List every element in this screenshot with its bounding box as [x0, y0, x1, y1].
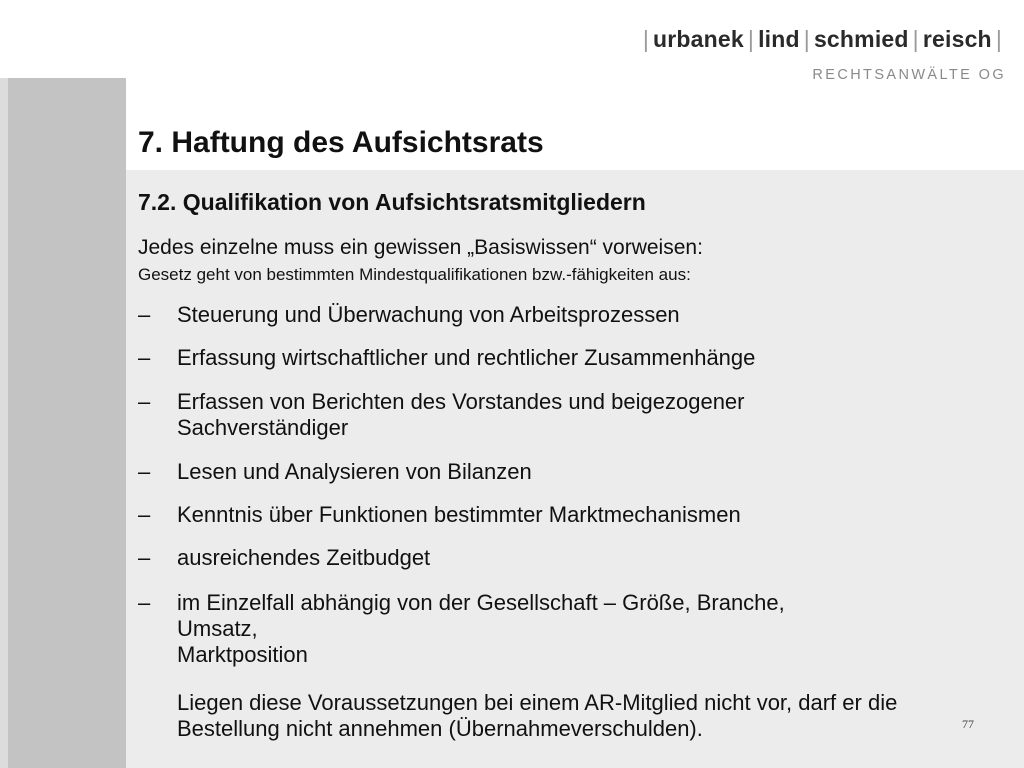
- slide-subtitle: 7.2. Qualifikation von Aufsichtsratsmitgliedern: [138, 189, 646, 215]
- list-item: [138, 545, 430, 571]
- firm-logo: [639, 26, 1006, 83]
- list-item: [138, 459, 532, 485]
- list-item-text: Erfassen von Berichten des Vorstandes und beigezogener Sachverständiger: [177, 389, 745, 440]
- list-item: [138, 502, 741, 528]
- left-sidebar-highlight: [0, 78, 8, 768]
- bullet-dash: –: [138, 302, 151, 327]
- bullet-dash: –: [138, 345, 151, 370]
- logo-separator: |: [912, 26, 919, 52]
- list-item-text: ausreichendes Zeitbudget: [177, 545, 431, 570]
- page-number: 77: [962, 717, 974, 731]
- logo-names: [639, 26, 1006, 53]
- logo-name-schmied: schmied: [813, 26, 909, 52]
- logo-tagline: RECHTSANWÄLTE OG: [812, 67, 1006, 83]
- list-item: [138, 590, 785, 668]
- intro-text: Jedes einzelne muss ein gewissen „Basiswissen“ vorweisen:: [138, 236, 703, 259]
- list-item-text: Lesen und Analysieren von Bilanzen: [177, 459, 532, 484]
- logo-separator: |: [747, 26, 755, 52]
- list-item-text: Kenntnis über Funktionen bestimmter Marktmechanismen: [177, 502, 741, 527]
- bullet-dash: –: [138, 502, 151, 527]
- closing-paragraph: Liegen diese Voraussetzungen bei einem AR-Mitglied nicht vor, darf er die Bestellung nicht annehmen (Übernahmeverschulden).: [177, 690, 898, 741]
- bullet-dash: –: [138, 389, 151, 414]
- bullet-dash: –: [138, 590, 151, 615]
- logo-separator: |: [803, 26, 810, 52]
- logo-separator: |: [995, 26, 1002, 52]
- bullet-dash: –: [138, 545, 151, 570]
- list-item-text: im Einzelfall abhängig von der Gesellschaft – Größe, Branche, Umsatz, Marktposition: [177, 590, 785, 667]
- list-item: [138, 389, 745, 441]
- list-item-text: Erfassung wirtschaftlicher und rechtlicher Zusammenhänge: [177, 345, 756, 370]
- logo-name-lind: lind: [758, 26, 800, 52]
- bullet-dash: –: [138, 459, 151, 484]
- slide-title: 7. Haftung des Aufsichtsrats: [138, 126, 544, 159]
- logo-name-reisch: reisch: [922, 26, 992, 52]
- intro-subtext: Gesetz geht von bestimmten Mindestqualifikationen bzw.-fähigkeiten aus:: [138, 265, 691, 284]
- list-item-text: Steuerung und Überwachung von Arbeitsprozessen: [177, 302, 680, 327]
- left-sidebar-band: [0, 78, 126, 768]
- list-item: [138, 345, 755, 371]
- list-item: [138, 302, 680, 328]
- logo-separator: |: [642, 26, 649, 52]
- logo-name-urbanek: urbanek: [653, 26, 744, 52]
